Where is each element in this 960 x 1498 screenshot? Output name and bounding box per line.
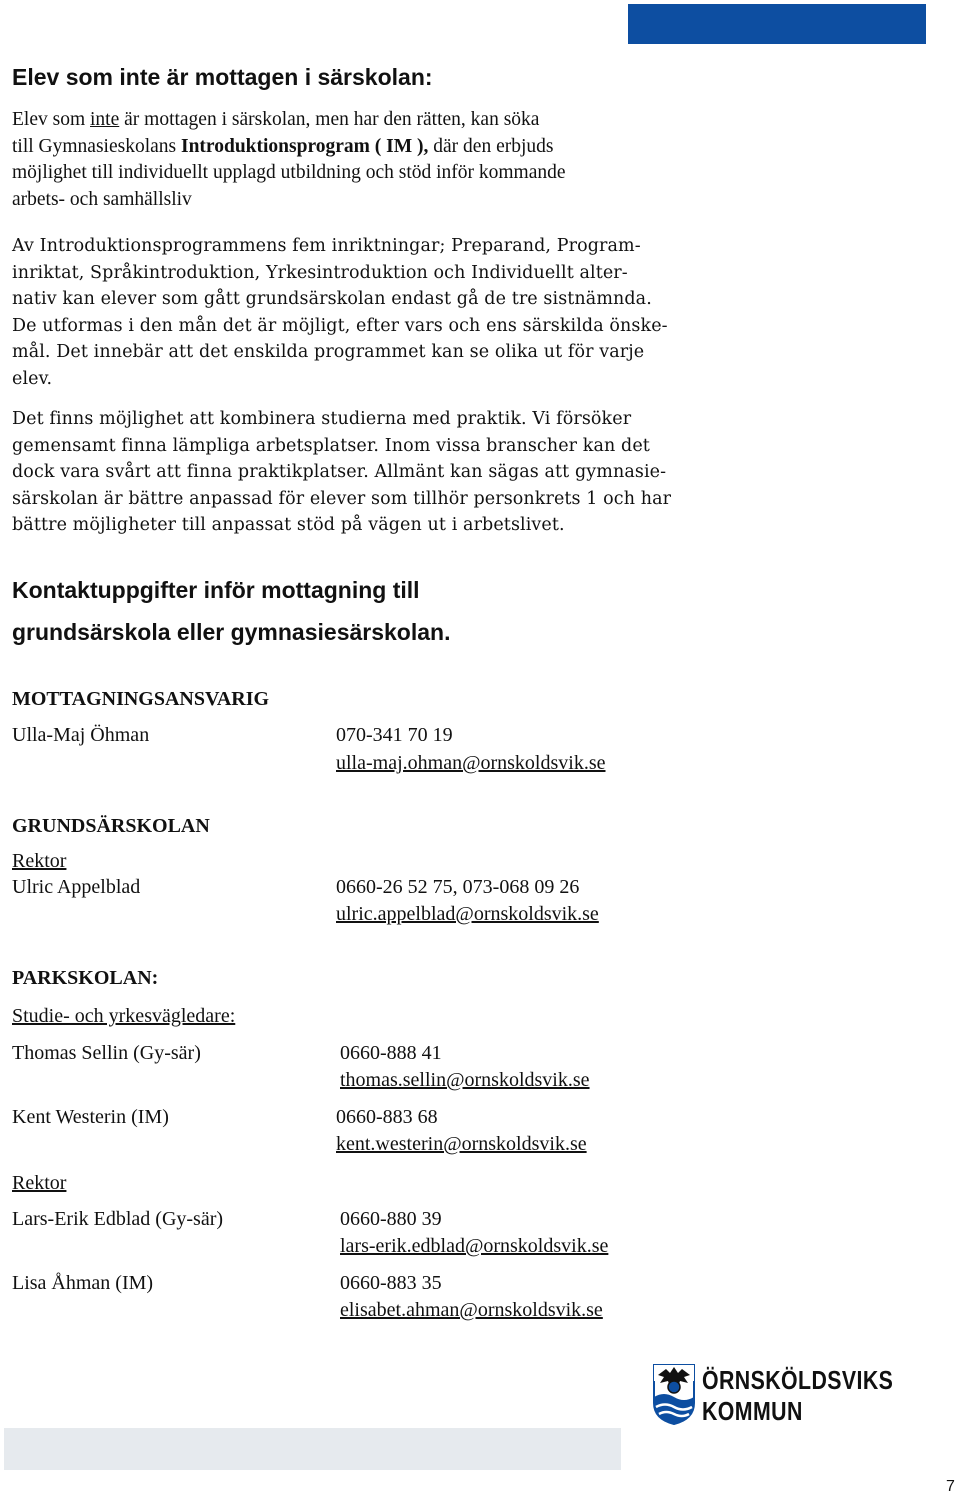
- contact-name: Kent Westerin (IM): [12, 1106, 169, 1128]
- contacts-heading: grundsärskola eller gymnasiesärskolan.: [12, 619, 451, 645]
- contact-name: Lisa Åhman (IM): [12, 1272, 154, 1294]
- paragraph-line: särskolan är bättre anpassad för elever som tillhör personkrets 1 och har: [12, 488, 672, 509]
- intro-program-name: Introduktionsprogram ( IM ),: [181, 135, 429, 157]
- paragraph-line: nativ kan elever som gått grundsärskolan endast gå de tre sistnämnda.: [12, 289, 652, 309]
- contact-name: Lars-Erik Edblad (Gy-sär): [12, 1208, 224, 1230]
- contact-email-link[interactable]: lars-erik.edblad@ornskoldsvik.se: [340, 1235, 609, 1257]
- section-heading: Elev som inte är mottagen i särskolan:: [12, 64, 433, 90]
- intro-text: till Gymnasieskolans: [12, 135, 181, 157]
- grundsarskolan-title: GRUNDSÄRSKOLAN: [12, 815, 210, 837]
- contact-email-link[interactable]: ulla-maj.ohman@ornskoldsvik.se: [336, 752, 606, 774]
- role-label: Rektor: [12, 850, 67, 872]
- paragraph-line: bättre möjligheter till anpassat stöd på vägen ut i arbetslivet.: [12, 515, 565, 535]
- contact-phone: 0660-883 68: [336, 1106, 438, 1128]
- header-accent-bar: [628, 4, 926, 44]
- paragraph-line: inriktat, Språkintroduktion, Yrkesintroduktion och Individuellt alter-: [12, 262, 628, 283]
- intro-paragraph: [12, 107, 672, 213]
- contacts-heading: Kontaktuppgifter inför mottagning till: [12, 577, 420, 603]
- mottagning-title: MOTTAGNINGSANSVARIG: [12, 688, 270, 710]
- contact-name: Thomas Sellin (Gy-sär): [12, 1042, 201, 1064]
- intro-text: Elev som: [12, 109, 90, 130]
- role-label: Studie- och yrkesvägledare:: [12, 1005, 236, 1027]
- paragraph-line: gemensamt finna lämpliga arbetsplatser. Inom vissa branscher kan det: [12, 435, 650, 456]
- logo-text-line1: ÖRNSKÖLDSVIKS: [702, 1365, 894, 1395]
- contact-phone: 070-341 70 19: [336, 724, 453, 746]
- paragraph-line: De utformas i den mån det är möjligt, efter vars och ens särskilda önske-: [12, 315, 668, 336]
- paragraph-line: Det finns möjlighet att kombinera studierna med praktik. Vi försöker: [12, 409, 632, 429]
- intro-text: möjlighet till individuellt upplagd utbildning och stöd inför kommande: [12, 162, 566, 183]
- contact-email-link[interactable]: ulric.appelblad@ornskoldsvik.se: [336, 903, 599, 925]
- contact-email-link[interactable]: thomas.sellin@ornskoldsvik.se: [340, 1069, 590, 1091]
- contact-email-link[interactable]: elisabet.ahman@ornskoldsvik.se: [340, 1299, 603, 1321]
- role-label: Rektor: [12, 1172, 67, 1194]
- intro-emphasis: inte: [90, 109, 120, 130]
- contact-phone: 0660-880 39: [340, 1208, 442, 1230]
- intro-text: där den erbjuds: [428, 135, 554, 157]
- footer-band: [4, 1428, 621, 1470]
- contact-name: Ulric Appelblad: [12, 876, 141, 898]
- paragraph-line: elev.: [12, 368, 53, 389]
- contact-name: Ulla-Maj Öhman: [12, 724, 150, 746]
- contact-phone: 0660-883 35: [340, 1272, 442, 1294]
- page-number: 7: [946, 1478, 955, 1495]
- parkskolan-title: PARKSKOLAN:: [12, 967, 159, 989]
- coat-of-arms-eagle-icon: [652, 1363, 696, 1425]
- logo-text-line2: KOMMUN: [702, 1396, 803, 1426]
- im-paragraph: [12, 233, 672, 392]
- intro-text: är mottagen i särskolan, men har den rätten, kan söka: [119, 109, 540, 130]
- paragraph-line: Av Introduktionsprogrammens fem inriktningar; Preparand, Program-: [12, 236, 641, 256]
- intro-text: arbets- och samhällsliv: [12, 188, 192, 210]
- contact-phone: 0660-888 41: [340, 1042, 442, 1064]
- paragraph-line: mål. Det innebär att det enskilda programmet kan se olika ut för varje: [12, 342, 645, 362]
- contact-email-link[interactable]: kent.westerin@ornskoldsvik.se: [336, 1133, 587, 1155]
- contact-phone: 0660-26 52 75, 073-068 09 26: [336, 876, 580, 898]
- paragraph-line: dock vara svårt att finna praktikplatser. Allmänt kan sägas att gymnasie-: [12, 462, 667, 482]
- praktik-paragraph: [12, 406, 672, 539]
